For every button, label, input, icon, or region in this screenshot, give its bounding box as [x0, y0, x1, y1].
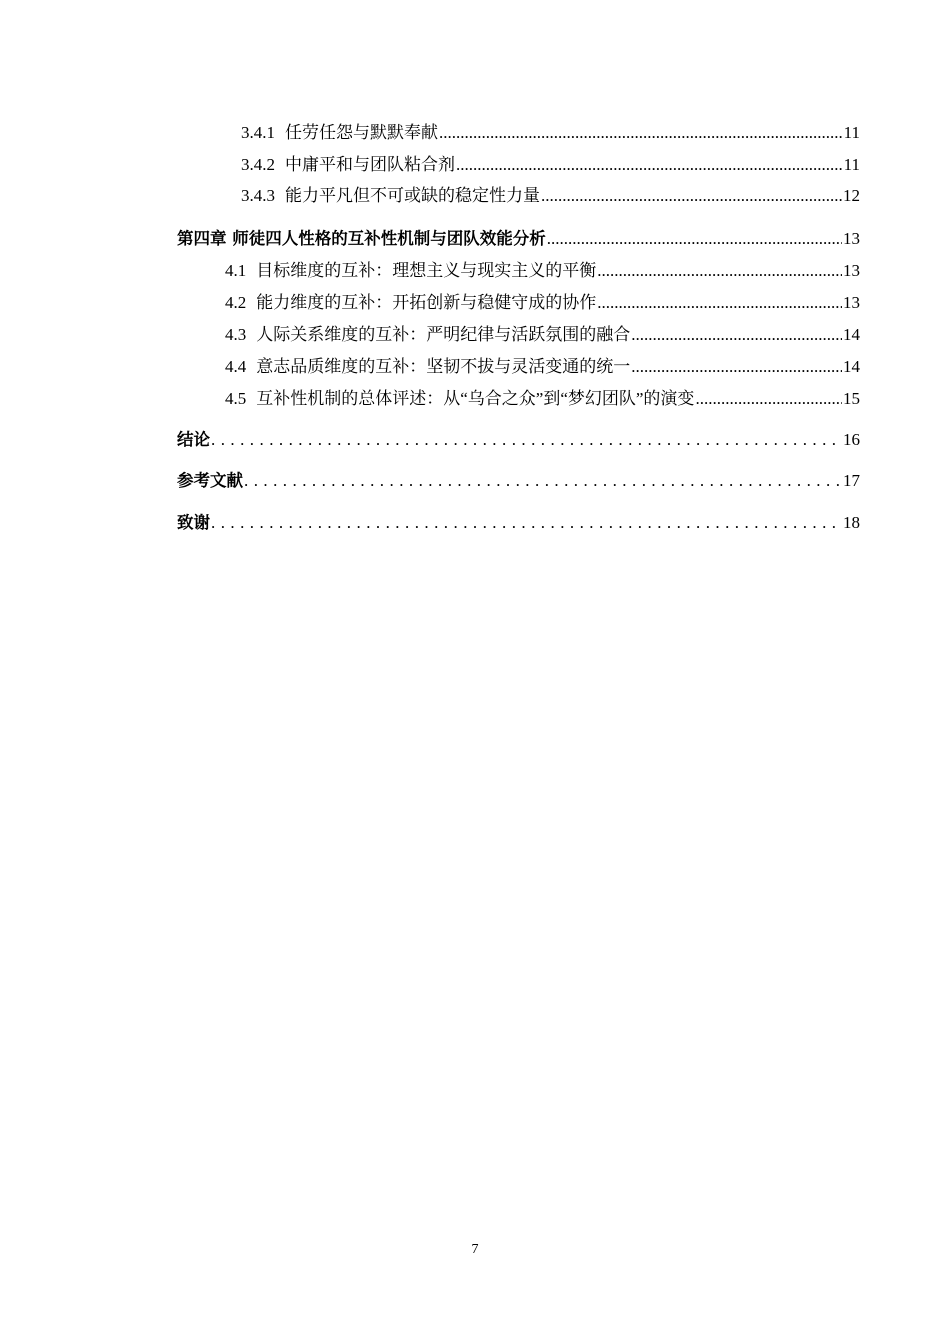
- toc-entry-label: [225, 388, 694, 410]
- toc-entry-number: 3.4.2: [241, 155, 275, 174]
- toc-entry-chapter-4[interactable]: [177, 228, 860, 250]
- toc-page-number: 12: [843, 186, 860, 205]
- toc-page-number: 18: [843, 513, 860, 532]
- toc-entry-3-4-3[interactable]: [241, 185, 860, 207]
- toc-entry-number: 3.4.1: [241, 123, 275, 142]
- toc-page-number: 11: [843, 155, 860, 174]
- toc-entry-label: [241, 154, 455, 176]
- toc-entry-3-4-1[interactable]: [241, 122, 860, 144]
- toc-page-number: 15: [843, 389, 860, 408]
- toc-page-number: 13: [843, 229, 860, 248]
- toc-entry-title: 参考文献: [177, 471, 243, 490]
- toc-entry-label: [225, 324, 630, 346]
- toc-entry-4-4[interactable]: [225, 356, 860, 378]
- toc-page-number: 14: [843, 357, 860, 376]
- toc-dot-leader: [547, 228, 842, 250]
- toc-dot-leader: [541, 185, 842, 207]
- toc-entry-title: 目标维度的互补：理想主义与现实主义的平衡: [256, 261, 597, 280]
- toc-entry-label: [241, 185, 540, 207]
- toc-entry-label: [241, 122, 438, 144]
- toc-entry-title: 任劳任怨与默默奉献: [285, 123, 438, 142]
- toc-page-number: 16: [843, 430, 860, 449]
- toc-dot-leader: [439, 122, 843, 144]
- toc-page-number: 17: [843, 471, 860, 490]
- toc-entry-references[interactable]: [177, 470, 860, 492]
- toc-entry-title: 能力维度的互补：开拓创新与稳健守成的协作: [256, 293, 597, 312]
- toc-dot-leader: [695, 388, 842, 410]
- toc-dot-leader: [211, 512, 842, 534]
- toc-dot-leader: [211, 429, 842, 451]
- toc-entry-title: 能力平凡但不可或缺的稳定性力量: [285, 186, 540, 205]
- toc-entry-label: [225, 356, 630, 378]
- toc-entry-title: 意志品质维度的互补：坚韧不拔与灵活变通的统一: [256, 357, 631, 376]
- toc-dot-leader: [244, 470, 842, 492]
- toc-entry-4-1[interactable]: [225, 260, 860, 282]
- toc-entry-4-5[interactable]: [225, 388, 860, 410]
- toc-entry-3-4-2[interactable]: [241, 154, 860, 176]
- toc-entry-title: 结论: [177, 430, 210, 449]
- toc-entry-title: 人际关系维度的互补：严明纪律与活跃氛围的融合: [256, 325, 631, 344]
- toc-entry-title: 互补性机制的总体评述：从“乌合之众”到“梦幻团队”的演变: [256, 389, 695, 408]
- toc-entry-4-3[interactable]: [225, 324, 860, 346]
- page-number: 7: [471, 1242, 479, 1257]
- toc-entry-number: 4.2: [225, 293, 247, 312]
- toc-page-number: 13: [843, 261, 860, 280]
- toc-dot-leader: [597, 292, 842, 314]
- toc-entry-title: 第四章 师徒四人性格的互补性机制与团队效能分析: [177, 229, 546, 248]
- toc-entry-conclusion[interactable]: [177, 429, 860, 451]
- toc-entry-4-2[interactable]: [225, 292, 860, 314]
- toc-entry-label: [225, 260, 596, 282]
- toc-dot-leader: [456, 154, 843, 176]
- toc-page-number: 13: [843, 293, 860, 312]
- toc-dot-leader: [631, 356, 842, 378]
- toc-dot-leader: [597, 260, 842, 282]
- toc-entry-number: 3.4.3: [241, 186, 275, 205]
- toc-entry-title: 中庸平和与团队粘合剂: [285, 155, 455, 174]
- toc-dot-leader: [631, 324, 842, 346]
- toc-page-number: 14: [843, 325, 860, 344]
- toc-entry-number: 4.5: [225, 389, 247, 408]
- toc-entry-number: 4.4: [225, 357, 247, 376]
- toc-page-number: 11: [843, 123, 860, 142]
- toc-entry-acknowledgements[interactable]: [177, 512, 860, 534]
- toc-entry-title: 致谢: [177, 513, 210, 532]
- toc-entry-label: [225, 292, 596, 314]
- toc-entry-number: 4.1: [225, 261, 247, 280]
- toc-entry-number: 4.3: [225, 325, 247, 344]
